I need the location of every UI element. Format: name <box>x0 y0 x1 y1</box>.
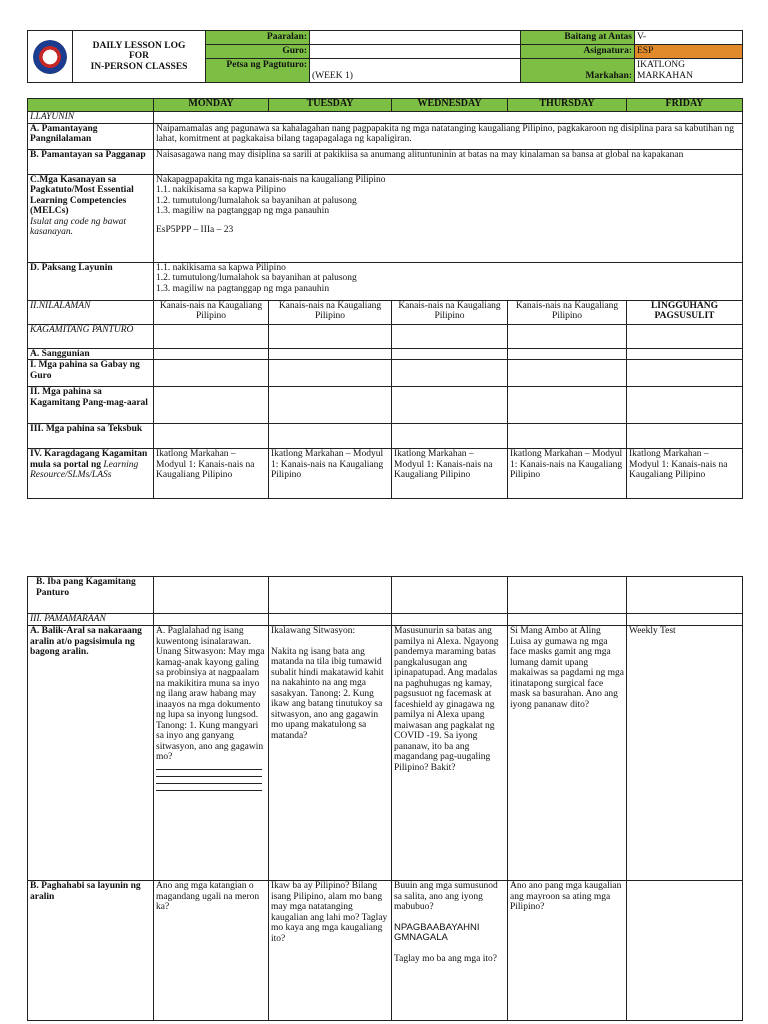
karagdagang-italic: Learning Resource/SLMs/LASs <box>30 459 139 480</box>
week-field[interactable]: (WEEK 1) <box>310 59 521 83</box>
balik-aral-tuesday-title: Ikalawang Sitwasyon: <box>271 626 356 636</box>
melc-line: Nakapagpapakita ng mga kanais-nais na kaugaliang Pilipino <box>156 174 386 185</box>
day-header: MONDAY <box>154 99 269 112</box>
nilalaman-thursday: Kanais-nais na Kaugaliang Pilipino <box>508 300 627 324</box>
paghahabi-label: B. Paghahabi sa layunin ng aralin <box>28 881 154 1021</box>
nilalaman-monday: Kanais-nais na Kaugaliang Pilipino <box>154 300 269 324</box>
melc-line: 1.2. tumutulong/lumalahok sa bayanihan at palusong <box>156 195 357 206</box>
petsa-label: Petsa ng Pagtuturo: <box>206 59 310 83</box>
title-line: FOR <box>128 51 150 62</box>
empty-cell <box>627 387 743 424</box>
melc-label-cell <box>28 174 154 262</box>
corner-cell <box>28 99 154 112</box>
deped-seal <box>28 31 73 83</box>
empty-cell <box>392 360 508 387</box>
paghahabi-wednesday-text: Buuin ang mga sumusunod sa salita, ano ang iyong mabubuo? <box>394 881 498 912</box>
empty-cell <box>392 614 508 626</box>
paghahabi-wednesday <box>392 881 508 1021</box>
paksang-line: 1.2. tumutulong/lumalahok sa bayanihan at palusong <box>156 273 357 283</box>
iba-pang-kagamitan-label: B. Iba pang Kagamitang Panturo <box>28 577 154 614</box>
balik-aral-friday: Weekly Test <box>627 626 743 881</box>
modyul-thursday: Ikatlong Markahan – Modyul 1: Kanais-nais na Kaugaliang Pilipino <box>508 449 627 499</box>
balik-aral-wednesday: Masusunurin sa batas ang pamilya ni Alexa. Ngayong pandemya maraming batas pangkalusugan ang ipinapatupad. Ang madalas na paghuhugas ng kamay, pagsusuot ng facemask at faceshield ay ginagawa ng pamilya ni Alexa upang maiwasan ang pagkalat ng COVID -19. Sa iyong pananaw, ito ba ang magandang pag-uugaling Pilipino? Bakit? <box>392 626 508 881</box>
markahan-label: Markahan: <box>521 59 635 83</box>
paaralan-label: Paaralan: <box>206 31 310 45</box>
empty-cell <box>154 387 269 424</box>
title-line: IN-PERSON CLASSES <box>90 61 188 72</box>
paghahabi-thursday: Ano ano pang mga kaugalian ang mayroon sa ating mga Pilipino? <box>508 881 627 1021</box>
empty-cell <box>627 577 743 614</box>
guro-label: Guro: <box>206 45 310 59</box>
empty-cell <box>392 577 508 614</box>
teksbuk-label: III. Mga pahina sa Teksbuk <box>28 424 154 449</box>
pamamaraan-heading: III. PAMAMARAAN <box>28 614 154 626</box>
paksang-line: 1.3. magiliw na pagtanggap ng mga panauhin <box>156 283 330 294</box>
day-header: TUESDAY <box>269 99 392 112</box>
empty-cell <box>392 387 508 424</box>
melc-note: Isulat ang code ng bawat kasanayan. <box>30 216 127 237</box>
paghahabi-wednesday-question: Taglay mo ba ang mga ito? <box>394 953 498 964</box>
empty-cell <box>154 324 269 348</box>
melc-line: 1.3. magiliw na pagtanggap ng mga panauhin <box>156 206 330 216</box>
balik-aral-thursday: Si Mang Ambo at Aling Luisa ay gumawa ng mga face masks gamit ang mga lumang damit upang makaiwas sa pagdami ng mga itinatapong surgical face mask sa basurahan. Ano ang iyong pananaw dito? <box>508 626 627 881</box>
empty-cell <box>627 348 743 360</box>
answer-line <box>156 770 262 777</box>
seal-icon <box>33 40 67 74</box>
empty-cell <box>508 360 627 387</box>
empty-cell <box>508 324 627 348</box>
balik-aral-tuesday-text: Nakita ng isang bata ang matanda na tila ibig tumawid subalit hindi makatawid kahit na nakahinto na ang mga sasakyan. Tanong: 2. Kung ikaw ang batang tinutukoy sa sitwasyon, ano ang gagawin mo upang makatulong sa matanda? <box>271 646 384 741</box>
modyul-monday: Ikatlong Markahan – Modyul 1: Kanais-nais na Kaugaliang Pilipino <box>154 449 269 499</box>
baitang-label: Baitang at Antas <box>521 31 635 45</box>
balik-aral-tuesday <box>269 626 392 881</box>
empty-cell <box>508 614 627 626</box>
title-line: DAILY LESSON LOG <box>92 40 186 51</box>
day-header: WEDNESDAY <box>392 99 508 112</box>
paaralan-field[interactable] <box>310 31 521 45</box>
empty-cell <box>392 324 508 348</box>
empty-cell <box>154 360 269 387</box>
melc-label: C.Mga Kasanayan sa Pagkatuto/Most Essential Learning Competencies (MELCs) <box>30 174 134 216</box>
empty-cell <box>627 881 743 1021</box>
empty-cell <box>154 112 743 124</box>
layunin-heading: I.LAYUNIN <box>28 112 154 124</box>
header-table <box>27 30 743 83</box>
empty-cell <box>269 577 392 614</box>
karagdagang-label-cell <box>28 449 154 499</box>
empty-cell <box>269 614 392 626</box>
paksang-line: 1.1. nakikisama sa kapwa Pilipino <box>156 262 286 273</box>
empty-cell <box>627 324 743 348</box>
melc-content <box>154 174 743 262</box>
pamantayang-pangnilalaman-text: Naipamamalas ang pagunawa sa kahalagahan nang pagpapakita ng mga natatanging kaugaliang Pilipino, pagkakaroon ng disiplina para sa kabutihan ng lahat, komitment at pagkakaisa bilang tagapagalaga ng kapaligiran. <box>154 123 743 149</box>
empty-cell <box>154 348 269 360</box>
answer-line <box>156 784 262 791</box>
day-header: FRIDAY <box>627 99 743 112</box>
sanggunian-label: A. Sanggunian <box>28 348 154 360</box>
paksang-layunin-content <box>154 262 743 300</box>
asignatura-value[interactable]: ESP <box>635 45 743 59</box>
pamantayan-pagganap-label: B. Pamantayan sa Pagganap <box>28 149 154 174</box>
melc-code: EsP5PPP – IIIa – 23 <box>156 224 234 235</box>
kagamitang-mag-aaral-label: II. Mga pahina sa Kagamitang Pang-mag-aaral <box>28 387 154 424</box>
empty-cell <box>154 577 269 614</box>
modyul-wednesday: Ikatlong Markahan – Modyul 1: Kanais-nais na Kaugaliang Pilipino <box>392 449 508 499</box>
guro-field[interactable] <box>310 45 521 59</box>
modyul-tuesday: Ikatlong Markahan – Modyul 1: Kanais-nais na Kaugaliang Pilipino <box>269 449 392 499</box>
scrambled-letters: NPAGBAABAYAHNI GMNAGALA <box>394 921 480 943</box>
empty-cell <box>269 360 392 387</box>
modyul-friday: Ikatlong Markahan – Modyul 1: Kanais-nais na Kaugaliang Pilipino <box>627 449 743 499</box>
empty-cell <box>269 324 392 348</box>
asignatura-label: Asignatura: <box>521 45 635 59</box>
balik-aral-monday-text: A. Paglalahad ng isang kuwentong isinalarawan. Unang Sitwasyon: May mga kamag-anak kayong galing sa probinsiya at nagpaalam na makikitira muna sa inyo ng ilang araw habang may inaayos na mga dokumento ng lupa sa inyong lungsod. Tanong: 1. Kung mangyari sa inyo ang ganyang sitwasyon, ano ang gagawin mo? <box>156 626 265 762</box>
balik-aral-label: A. Balik-Aral sa nakaraang aralin at/o pagsisimula ng bagong aralin. <box>28 626 154 881</box>
empty-cell <box>392 348 508 360</box>
markahan-value[interactable]: IKATLONG MARKAHAN <box>635 59 743 83</box>
empty-cell <box>269 348 392 360</box>
empty-cell <box>627 614 743 626</box>
karagdagang-label: IV. Karagdagang Kagamitan mula sa portal ng <box>30 449 148 470</box>
day-header: THURSDAY <box>508 99 627 112</box>
paksang-layunin-label: D. Paksang Layunin <box>28 262 154 300</box>
empty-cell <box>508 424 627 449</box>
answer-line <box>156 763 262 770</box>
paghahabi-monday: Ano ang mga katangian o magandang ugali na meron ka? <box>154 881 269 1021</box>
nilalaman-tuesday: Kanais-nais na Kaugaliang Pilipino <box>269 300 392 324</box>
answer-line <box>156 777 262 784</box>
empty-cell <box>508 577 627 614</box>
lesson-table-part2 <box>27 576 743 1021</box>
nilalaman-wednesday: Kanais-nais na Kaugaliang Pilipino <box>392 300 508 324</box>
empty-cell <box>154 614 269 626</box>
empty-cell <box>508 387 627 424</box>
melc-line: 1.1. nakikisama sa kapwa Pilipino <box>156 185 286 195</box>
nilalaman-heading: II.NILALAMAN <box>28 300 154 324</box>
lesson-table-part1 <box>27 98 743 499</box>
empty-cell <box>508 348 627 360</box>
baitang-value[interactable]: V- <box>635 31 743 45</box>
empty-cell <box>269 387 392 424</box>
paghahabi-tuesday: Ikaw ba ay Pilipino? Bilang isang Pilipino, alam mo bang may mga natatanging kaugalian ang lahi mo? Taglay mo kaya ang mga kaugaliang ito? <box>269 881 392 1021</box>
empty-cell <box>154 424 269 449</box>
balik-aral-monday <box>154 626 269 881</box>
kagamitan-heading: KAGAMITANG PANTURO <box>28 324 154 348</box>
empty-cell <box>269 424 392 449</box>
empty-cell <box>627 424 743 449</box>
pamantayan-pagganap-text: Naisasagawa nang may disiplina sa sarili at pakikiisa sa anumang alituntuninin at batas na may kinalaman sa bansa at global na kapakanan <box>154 149 743 174</box>
log-title <box>73 31 206 83</box>
gabay-guro-label: I. Mga pahina sa Gabay ng Guro <box>28 360 154 387</box>
pamantayang-pangnilalaman-label: A. Pamantayang Pangnilalaman <box>28 123 154 149</box>
empty-cell <box>392 424 508 449</box>
nilalaman-friday: LINGGUHANG PAGSUSULIT <box>627 300 743 324</box>
empty-cell <box>627 360 743 387</box>
